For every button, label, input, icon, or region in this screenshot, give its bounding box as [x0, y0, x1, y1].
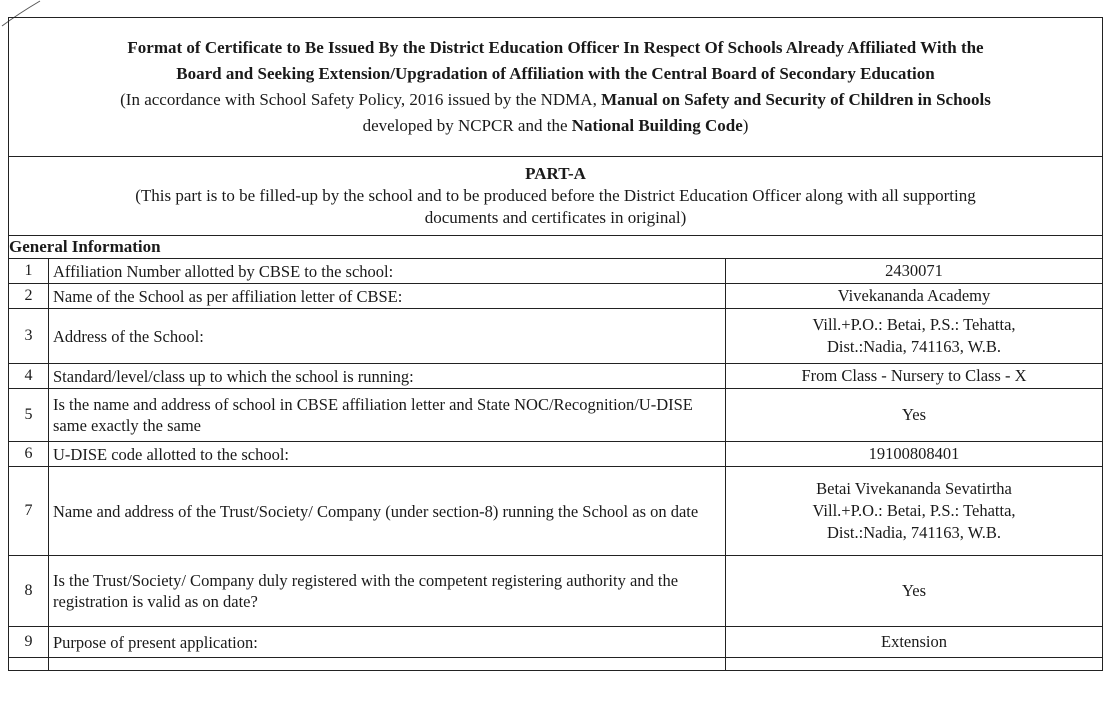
- row-question: Is the Trust/Society/ Company duly registered with the competent registering authority and the registration is valid as on date?: [49, 556, 726, 627]
- answer-line: 19100808401: [868, 444, 960, 463]
- table-row: [9, 389, 1103, 442]
- row-answer: [726, 556, 1103, 627]
- row-number: 4: [9, 364, 49, 389]
- row-answer: [726, 309, 1103, 364]
- subtitle-nbc: National Building Code: [571, 116, 743, 135]
- row-answer: [726, 627, 1103, 658]
- document-header: [9, 18, 1103, 157]
- row-question: Name and address of the Trust/Society/ Company (under section-8) running the School as on date: [49, 467, 726, 556]
- table-row: [9, 284, 1103, 309]
- answer-line: Yes: [902, 405, 927, 424]
- answer-line: Extension: [881, 632, 947, 651]
- table-row: [9, 467, 1103, 556]
- row-question: U-DISE code allotted to the school:: [49, 442, 726, 467]
- row-answer: [726, 284, 1103, 309]
- row-number: 8: [9, 556, 49, 627]
- row-number: 2: [9, 284, 49, 309]
- answer-line: Betai Vivekananda Sevatirtha: [816, 479, 1012, 498]
- title-line-2: Board and Seeking Extension/Upgradation of Affiliation with the Central Board of Secondary Education: [176, 64, 935, 83]
- part-a-row: [9, 157, 1103, 236]
- row-question: Name of the School as per affiliation letter of CBSE:: [49, 284, 726, 309]
- table-row: [9, 442, 1103, 467]
- part-a-instruction-1: (This part is to be filled-up by the school and to be produced before the District Education Officer along with all supporting: [135, 186, 976, 205]
- subtitle-prefix: (In accordance with School Safety Policy, 2016 issued by the NDMA,: [120, 90, 602, 109]
- header-row: [9, 18, 1103, 157]
- table-row: [9, 627, 1103, 658]
- row-number: 6: [9, 442, 49, 467]
- row-answer: [726, 467, 1103, 556]
- row-answer: [726, 259, 1103, 284]
- table-row: [9, 556, 1103, 627]
- row-answer: [726, 442, 1103, 467]
- row-number: 7: [9, 467, 49, 556]
- subtitle-manual: Manual on Safety and Security of Children in Schools: [601, 90, 991, 109]
- table-row: [9, 309, 1103, 364]
- answer-line: From Class - Nursery to Class - X: [801, 366, 1027, 385]
- part-a-block: [9, 157, 1103, 236]
- answer-line: 2430071: [885, 261, 943, 280]
- row-question: Affiliation Number allotted by CBSE to the school:: [49, 259, 726, 284]
- answer-line: Yes: [902, 581, 927, 600]
- certificate-form: [8, 17, 1103, 671]
- row-question: Purpose of present application:: [49, 627, 726, 658]
- row-question: Is the name and address of school in CBSE affiliation letter and State NOC/Recognition/U-DISE same exactly the same: [49, 389, 726, 442]
- cut-cell: [726, 658, 1103, 671]
- answer-line: Vill.+P.O.: Betai, P.S.: Tehatta,: [812, 501, 1016, 520]
- answer-line: Dist.:Nadia, 741163, W.B.: [827, 337, 1002, 356]
- row-answer: [726, 389, 1103, 442]
- section-title: General Information: [9, 236, 1103, 259]
- subtitle-suffix: ): [742, 116, 749, 135]
- row-question: Standard/level/class up to which the school is running:: [49, 364, 726, 389]
- cut-cell: [49, 658, 726, 671]
- part-a-instruction-2: documents and certificates in original): [424, 208, 687, 227]
- cut-cell: [9, 658, 49, 671]
- row-number: 5: [9, 389, 49, 442]
- title-line-1: Format of Certificate to Be Issued By the District Education Officer In Respect Of Schools Already Affiliated With the: [127, 38, 984, 57]
- section-row: [9, 236, 1103, 259]
- row-number: 9: [9, 627, 49, 658]
- answer-line: Vivekananda Academy: [837, 286, 991, 305]
- table-row: [9, 259, 1103, 284]
- row-question: Address of the School:: [49, 309, 726, 364]
- answer-line: Dist.:Nadia, 741163, W.B.: [827, 523, 1002, 542]
- row-number: 3: [9, 309, 49, 364]
- subtitle-mid: developed by NCPCR and the: [362, 116, 572, 135]
- table-row: [9, 364, 1103, 389]
- answer-line: Vill.+P.O.: Betai, P.S.: Tehatta,: [812, 315, 1016, 334]
- row-answer: [726, 364, 1103, 389]
- part-a-title: PART-A: [525, 164, 586, 183]
- cut-off-row: [9, 658, 1103, 671]
- row-number: 1: [9, 259, 49, 284]
